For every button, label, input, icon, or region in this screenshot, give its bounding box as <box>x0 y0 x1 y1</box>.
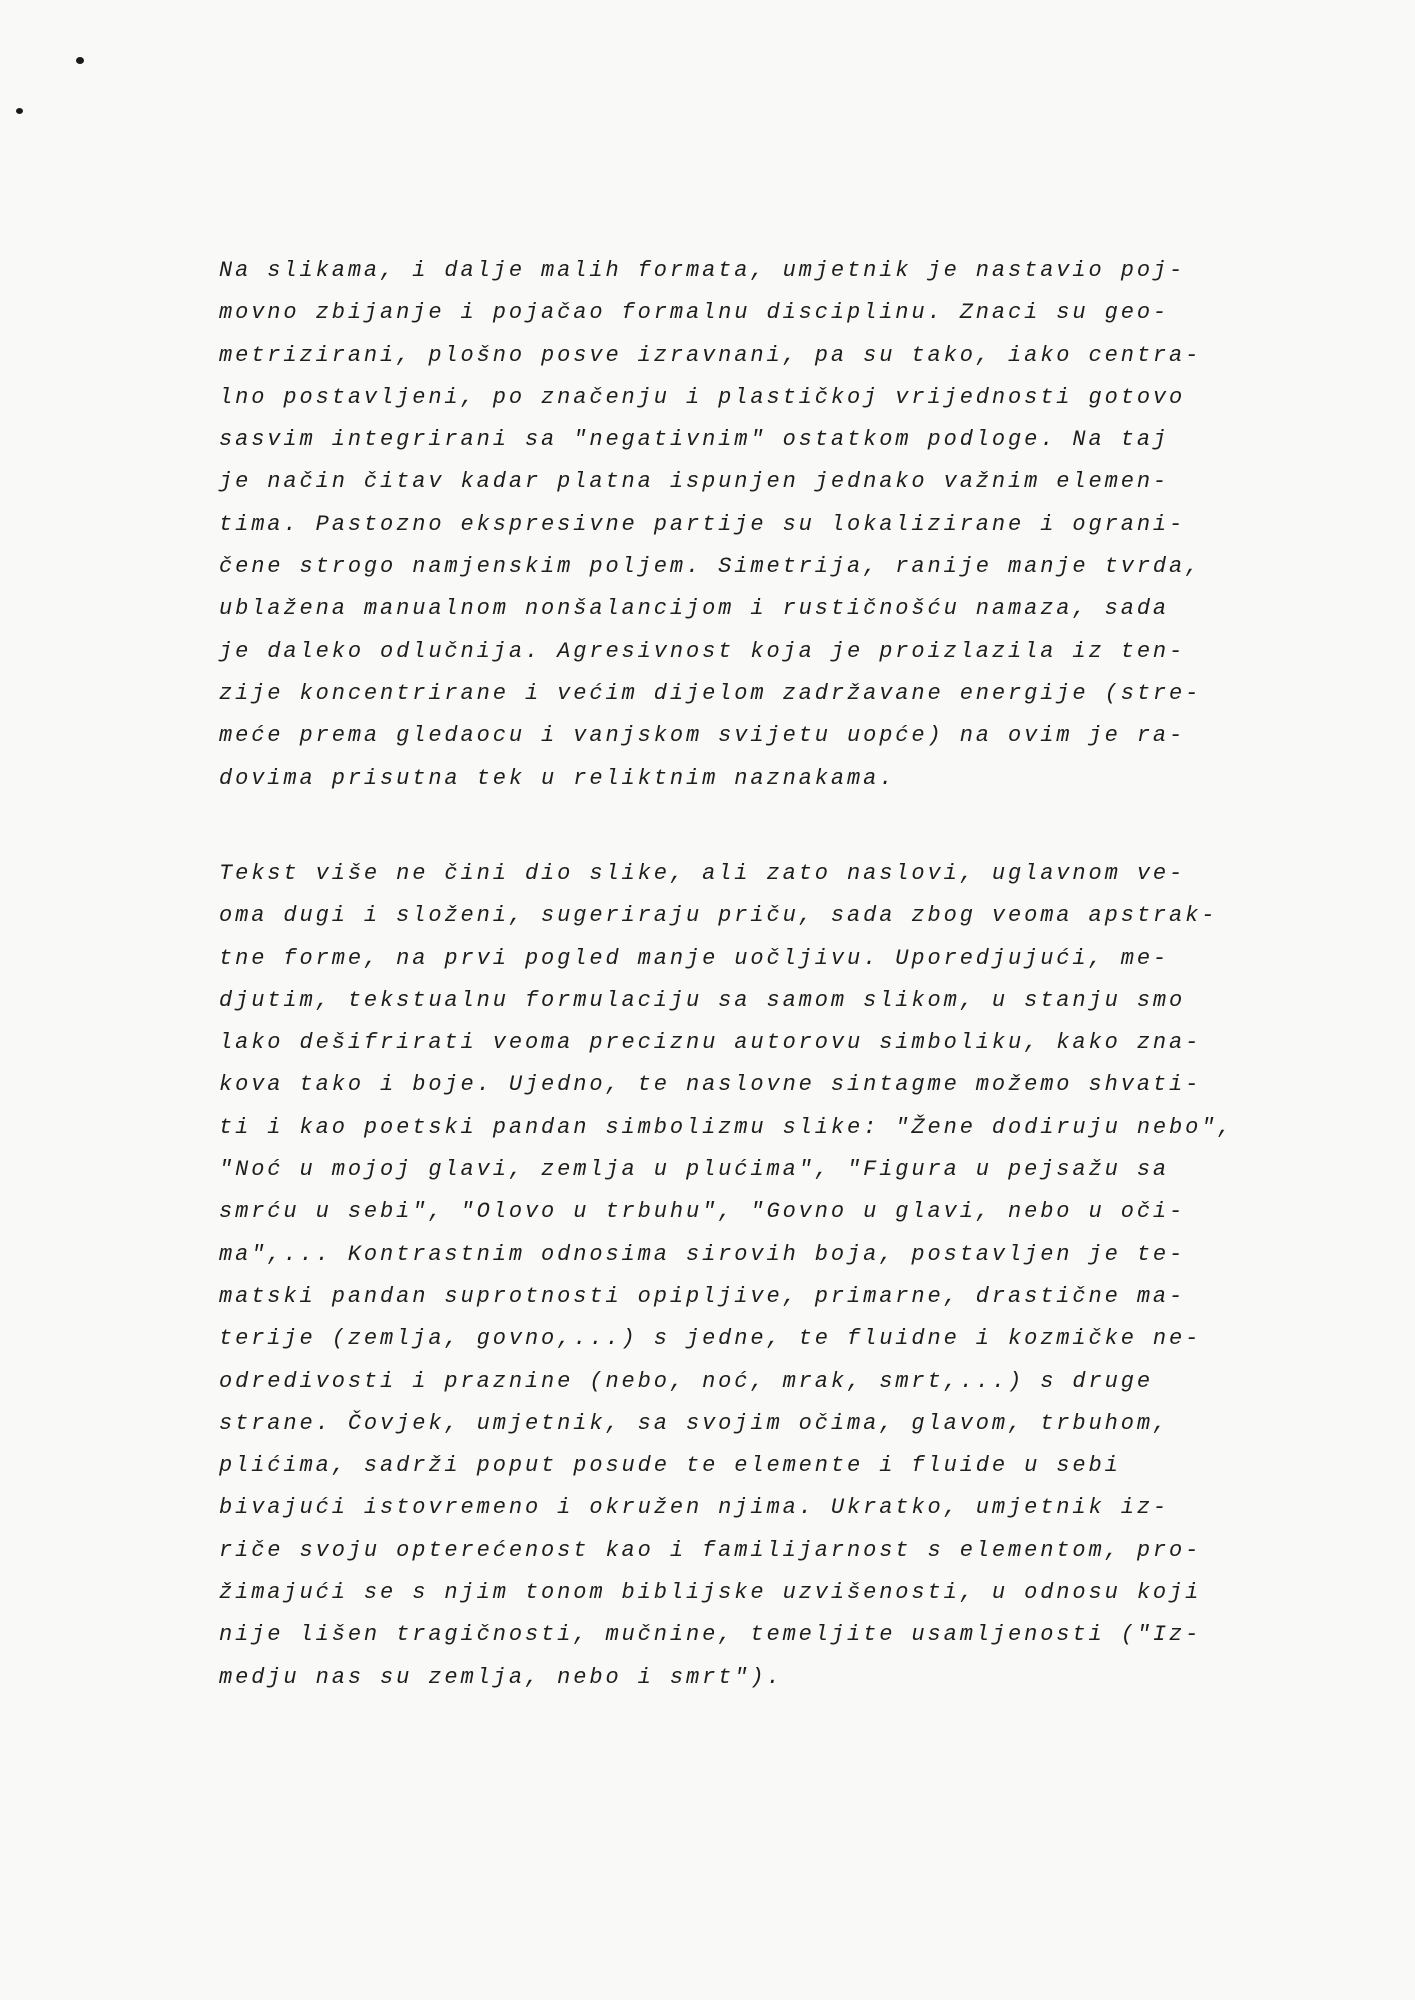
text-line: zije koncentrirane i većim dijelom zadržavane energije (stre- <box>219 680 1202 706</box>
ink-spot <box>76 57 84 64</box>
text-line: tne forme, na prvi pogled manje uočljivu. Uporedjujući, me- <box>219 945 1170 971</box>
text-line: sasvim integrirani sa "negativnim" ostatkom podloge. Na taj <box>219 427 1170 453</box>
text-line: "Noć u mojoj glavi, zemlja u plućima", "Figura u pejsažu sa <box>219 1157 1170 1183</box>
text-line: Na slikama, i dalje malih formata, umjetnik je nastavio poj- <box>219 258 1186 283</box>
text-line: djutim, tekstualnu formulaciju sa samom slikom, u stanju smo <box>219 987 1186 1013</box>
text-line: čene strogo namjenskim poljem. Simetrija, ranije manje tvrda, <box>219 554 1202 580</box>
text-line: nije lišen tragičnosti, mučnine, temeljite usamljenosti ("Iz- <box>219 1622 1202 1648</box>
text-line: tima. Pastozno ekspresivne partije su lokalizirane i ograni- <box>219 511 1186 537</box>
text-line: kova tako i boje. Ujedno, te naslovne sintagme možemo shvati- <box>219 1072 1202 1098</box>
text-line: dovima prisutna tek u reliktnim naznakama. <box>219 765 896 791</box>
text-line: ublažena manualnom nonšalancijom i rustičnošću namaza, sada <box>219 596 1170 622</box>
paragraph-1 <box>219 250 1309 800</box>
text-line: oma dugi i složeni, sugeriraju priču, sada zbog veoma apstrak- <box>219 903 1218 929</box>
text-line: metrizirani, plošno posve izravnani, pa su tako, iako centra- <box>219 342 1202 368</box>
text-line: ma",... Kontrastnim odnosima sirovih boja, postavljen je te- <box>219 1241 1186 1267</box>
text-line: žimajući se s njim tonom biblijske uzvišenosti, u odnosu koji <box>219 1580 1202 1606</box>
text-line: strane. Čovjek, umjetnik, sa svojim očima, glavom, trbuhom, <box>219 1410 1170 1436</box>
text-line: lako dešifrirati veoma preciznu autorovu simboliku, kako zna- <box>219 1030 1202 1056</box>
text-line: plićima, sadrži poput posude te elemente i fluide u sebi <box>219 1453 1121 1479</box>
text-line: terije (zemlja, govno,...) s jedne, te fluidne i kozmičke ne- <box>219 1326 1202 1352</box>
text-line: riče svoju opterećenost kao i familijarnost s elementom, pro- <box>219 1537 1202 1563</box>
text-line: lno postavljeni, po značenju i plastičkoj vrijednosti gotovo <box>219 384 1186 410</box>
text-line: odredivosti i praznine (nebo, noć, mrak, smrt,...) s druge <box>219 1368 1153 1394</box>
text-line: je daleko odlučnija. Agresivnost koja je proizlazila iz ten- <box>219 638 1186 664</box>
ink-spot <box>16 108 23 114</box>
text-line: ti i kao poetski pandan simbolizmu slike: "Žene dodiruju nebo", <box>219 1114 1234 1140</box>
text-line: medju nas su zemlja, nebo i smrt"). <box>219 1664 783 1690</box>
text-line: je način čitav kadar platna ispunjen jednako važnim elemen- <box>219 469 1170 495</box>
text-line: smrću u sebi", "Olovo u trbuhu", "Govno u glavi, nebo u oči- <box>219 1199 1186 1225</box>
text-line: meće prema gledaocu i vanjskom svijetu uopće) na ovim je ra- <box>219 723 1186 749</box>
text-line: Tekst više ne čini dio slike, ali zato naslovi, uglavnom ve- <box>219 861 1186 886</box>
paragraph-2 <box>219 853 1309 1699</box>
text-line: bivajući istovremeno i okružen njima. Ukratko, umjetnik iz- <box>219 1495 1170 1521</box>
text-line: matski pandan suprotnosti opipljive, primarne, drastične ma- <box>219 1283 1186 1309</box>
text-line: movno zbijanje i pojačao formalnu disciplinu. Znaci su geo- <box>219 300 1170 326</box>
